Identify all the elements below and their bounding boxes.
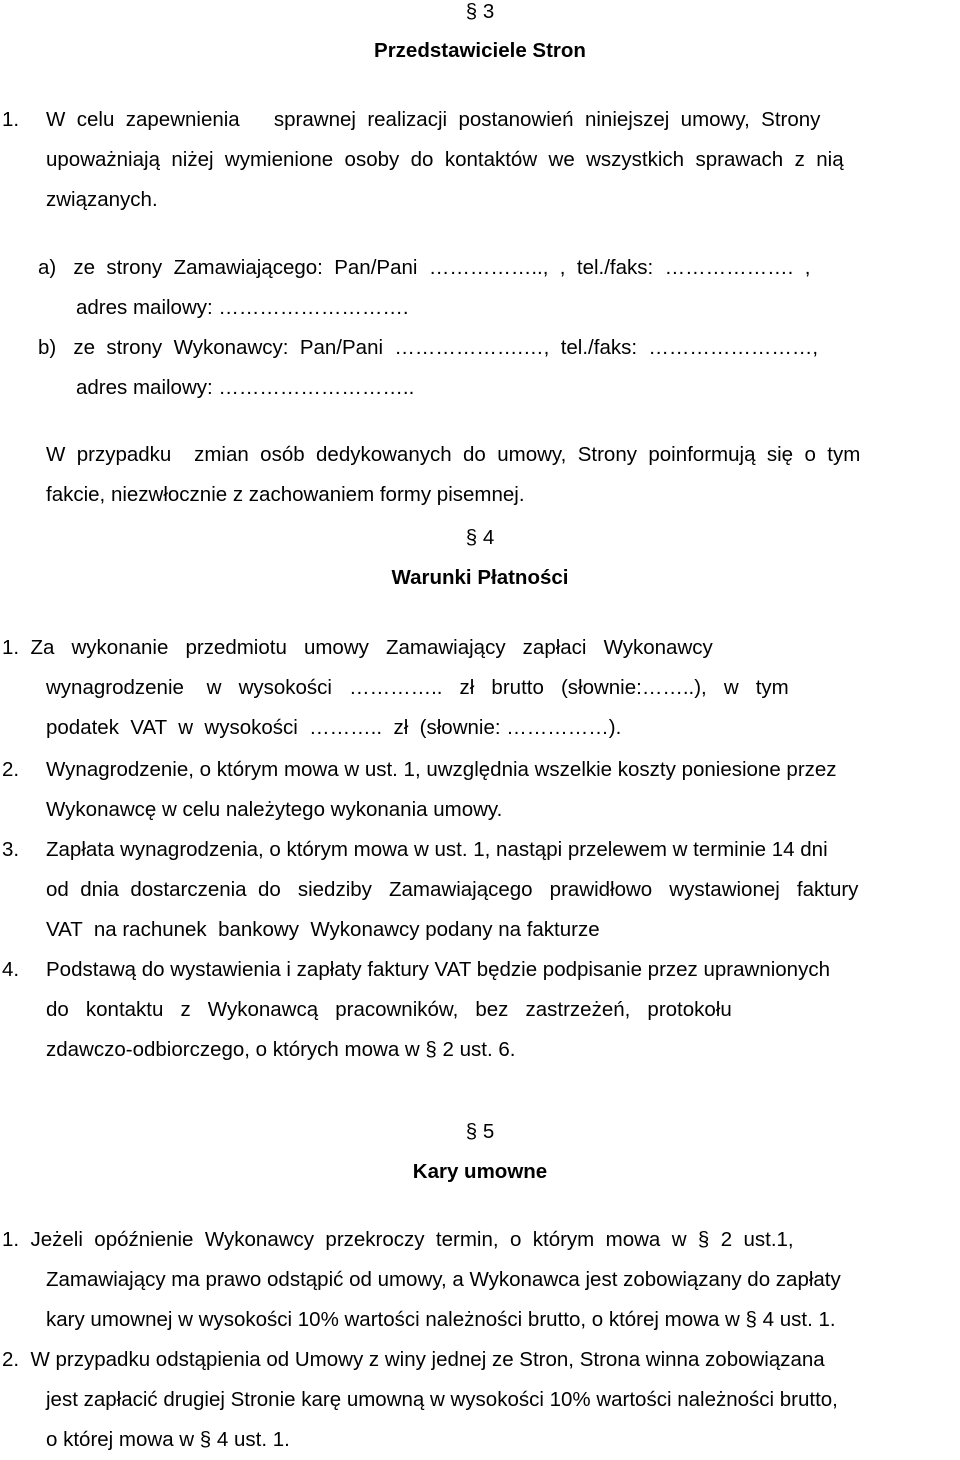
s5-item-2-line-2: jest zapłacić drugiej Stronie karę umowną w wysokości 10% wartości należności brutto, xyxy=(46,1388,838,1411)
s3-option-b-line-1: b) ze strony Wykonawcy: Pan/Pani ……………….…, tel./faks: ……………………, xyxy=(38,336,819,359)
s4-item-4-line-1: Podstawą do wystawienia i zapłaty faktury VAT będzie podpisanie przez uprawnionych xyxy=(46,958,830,981)
section-3-sign: § 3 xyxy=(465,0,495,23)
s3-option-b-line-2: adres mailowy: ……………………….. xyxy=(76,376,415,399)
s4-item-2-line-1: Wynagrodzenie, o którym mowa w ust. 1, uwzględnia wszelkie koszty poniesione przez xyxy=(46,758,837,781)
s4-item-2-line-2: Wykonawcę w celu należytego wykonania umowy. xyxy=(46,798,503,821)
s3-item-1-line-1: W celu zapewnienia sprawnej realizacji postanowień niniejszej umowy, Strony xyxy=(46,108,821,131)
s5-item-2-line-1: 2. W przypadku odstąpienia od Umowy z winy jednej ze Stron, Strona winna zobowiązana xyxy=(2,1348,825,1371)
section-4-sign: § 4 xyxy=(465,526,495,549)
s4-item-2-number: 2. xyxy=(2,758,20,781)
s3-paragraph-2-line-1: W przypadku zmian osób dedykowanych do umowy, Strony poinformują się o tym xyxy=(46,443,861,466)
section-4-title: Warunki Płatności xyxy=(391,566,569,589)
s3-option-a-line-2: adres mailowy: ………………………. xyxy=(76,296,409,319)
s4-item-4-line-3: zdawczo-odbiorczego, o których mowa w § 2 ust. 6. xyxy=(46,1038,516,1061)
s5-item-1-line-3: kary umownej w wysokości 10% wartości należności brutto, o której mowa w § 4 ust. 1. xyxy=(46,1308,836,1331)
s4-item-3-line-1: Zapłata wynagrodzenia, o którym mowa w ust. 1, nastąpi przelewem w terminie 14 dni xyxy=(46,838,828,861)
s4-item-3-line-3: VAT na rachunek bankowy Wykonawcy podany na fakturze xyxy=(46,918,600,941)
section-5-title: Kary umowne xyxy=(412,1160,548,1183)
s4-item-1-line-3: podatek VAT w wysokości ……….. zł (słownie: ……………). xyxy=(46,716,622,739)
section-5-sign: § 5 xyxy=(465,1120,495,1143)
s3-item-1-line-2: upoważniają niżej wymienione osoby do kontaktów we wszystkich sprawach z nią xyxy=(46,148,844,171)
section-3-title: Przedstawiciele Stron xyxy=(374,39,586,62)
s5-item-1-line-2: Zamawiający ma prawo odstąpić od umowy, a Wykonawca jest zobowiązany do zapłaty xyxy=(46,1268,841,1291)
s5-item-1-line-1: 1. Jeżeli opóźnienie Wykonawcy przekroczy termin, o którym mowa w § 2 ust.1, xyxy=(2,1228,794,1251)
s3-item-1-line-3: związanych. xyxy=(46,188,158,211)
s3-item-1-number: 1. xyxy=(2,108,20,131)
s4-item-3-number: 3. xyxy=(2,838,20,861)
s4-item-4-number: 4. xyxy=(2,958,20,981)
s4-item-1-line-2: wynagrodzenie w wysokości ………….. zł brutto (słownie:……..), w tym xyxy=(46,676,789,699)
s5-item-2-line-3: o której mowa w § 4 ust. 1. xyxy=(46,1428,290,1451)
s4-item-1-line-1: 1. Za wykonanie przedmiotu umowy Zamawiający zapłaci Wykonawcy xyxy=(2,636,713,659)
s4-item-3-line-2: od dnia dostarczenia do siedziby Zamawiającego prawidłowo wystawionej faktury xyxy=(46,878,859,901)
s3-paragraph-2-line-2: fakcie, niezwłocznie z zachowaniem formy pisemnej. xyxy=(46,483,525,506)
s3-option-a-line-1: a) ze strony Zamawiającego: Pan/Pani …………….., , tel./faks: ………………. , xyxy=(38,256,811,279)
s4-item-4-line-2: do kontaktu z Wykonawcą pracowników, bez zastrzeżeń, protokołu xyxy=(46,998,732,1021)
